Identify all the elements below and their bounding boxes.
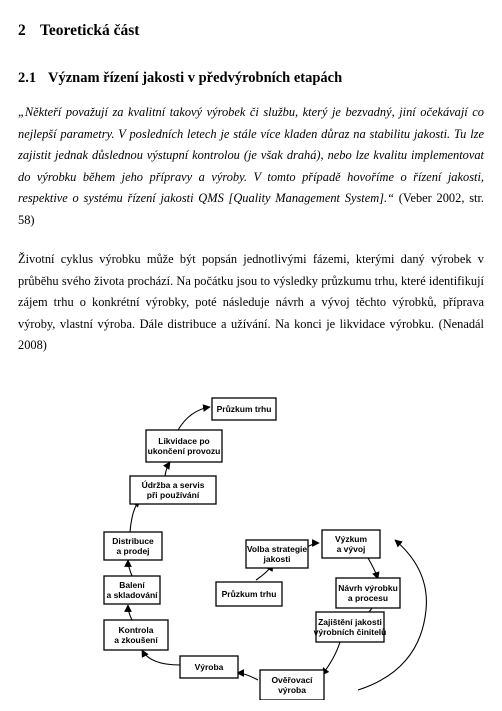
diagram-box-label: Distribuce (112, 536, 154, 546)
diagram-box-distribuce (104, 532, 162, 560)
diagram-box-label: Výroba (194, 662, 224, 672)
diagram-box-label: Výzkum (334, 534, 368, 544)
section-heading (18, 22, 139, 40)
diagram-box-label: výroba (278, 685, 306, 695)
diagram-box-label: Průzkum trhu (221, 589, 277, 599)
diagram-box-overovaci (260, 670, 324, 700)
section-title: Teoretická část (40, 22, 140, 39)
arrow-zajisteni-to-overovaci (322, 642, 340, 675)
diagram-box-label: Zajištění jakosti (318, 617, 382, 627)
arrow-overovaci-to-vyroba (237, 673, 258, 680)
arrow-kontrola-to-baleni (128, 605, 132, 620)
diagram-box-likvidace (146, 430, 222, 462)
diagram-box-navrh (336, 578, 400, 608)
diagram-box-label: a skladování (106, 590, 158, 600)
diagram-box-volba (246, 540, 308, 568)
diagram-box-zajisteni (314, 612, 387, 642)
diagram-box-kontrola (104, 620, 168, 650)
subsection-title: Význam řízení jakosti v předvýrobních etapách (48, 70, 343, 86)
diagram-box-label: výrobních činitelů (313, 627, 387, 637)
diagram-box-pruzkum-trhu-top (212, 398, 276, 420)
diagram-box-label: a zkoušení (114, 635, 158, 645)
diagram-box-label: a procesu (347, 593, 389, 603)
diagram-box-label: jakosti (263, 554, 291, 564)
arrow-likvidace-to-pruzkum (178, 407, 210, 430)
diagram-box-udrzba (130, 476, 216, 504)
arrow-vyroba-to-kontrola (142, 650, 180, 665)
subsection-number: 2.1 (18, 70, 37, 86)
diagram-box-label: Návrh výrobku (338, 583, 398, 593)
diagram-box-label: a prodej (116, 546, 150, 556)
diagram-box-label: při používání (146, 490, 200, 500)
arrow-distribuce-to-udrzba (130, 500, 140, 532)
diagram-box-label: Průzkum trhu (216, 404, 272, 414)
diagram-box-label: a vývoj (336, 544, 366, 554)
lifecycle-diagram-svg (60, 390, 440, 700)
diagram-box-label: Kontrola (118, 625, 154, 635)
section-number: 2 (18, 22, 26, 39)
diagram-box-label: ukončení provozu (147, 446, 221, 456)
quote-paragraph (18, 102, 484, 231)
arrow-baleni-to-distribuce (128, 560, 132, 576)
arrow-udrzba-to-likvidace (165, 462, 170, 476)
diagram-box-label: Likvidace po (158, 436, 210, 446)
quote-text: „Někteří považují za kvalitní takový výrobek či službu, který je bezvadný, jiní očekávají co nejlepší parametry. V posledních letech je stále více kladen důraz na stabilitu jakosti. Tu lze zajistit jednak důslednou výstupní kontrolou (je však drahá), nebo lze kvalitu implementovat do výrobku během jeho přípravy a výroby. V tomto případě hovoříme o řízení jakosti, respektive o systému řízení jakosti QMS [Quality Management System].“ (18, 105, 484, 205)
subsection-heading (18, 70, 342, 87)
diagram-boxes (104, 398, 400, 700)
diagram-box-label: Balení (119, 580, 145, 590)
body-paragraph: Životní cyklus výrobku může být popsán jednotlivými fázemi, kterými daný výrobek v průběhu svého života prochází. Na počátku jsou to výsledky průzkumu trhu, které identifikují zájem trhu o konkrétní výrobky, poté následuje návrh a vývoj těchto výrobků, příprava výroby, vlastní výroba. Dále distribuce a užívání. Na konci je likvidace výrobku. (Nenadál 2008) (18, 252, 484, 352)
diagram-box-label: Volba strategie (246, 544, 308, 554)
quote-citation: (Veber 2002, str. 58) (18, 191, 485, 227)
diagram-box-vyroba (180, 656, 238, 678)
diagram-box-baleni (104, 576, 160, 604)
diagram-box-pruzkum-trhu-inner (216, 582, 282, 606)
diagram-box-vyzkum (322, 530, 380, 558)
diagram-box-label: Údržba a servis (141, 480, 205, 490)
arrow-vyzkum-to-navrh (368, 558, 378, 579)
diagram-box-label: Ověřovací (271, 675, 313, 685)
product-lifecycle-diagram (60, 390, 440, 700)
